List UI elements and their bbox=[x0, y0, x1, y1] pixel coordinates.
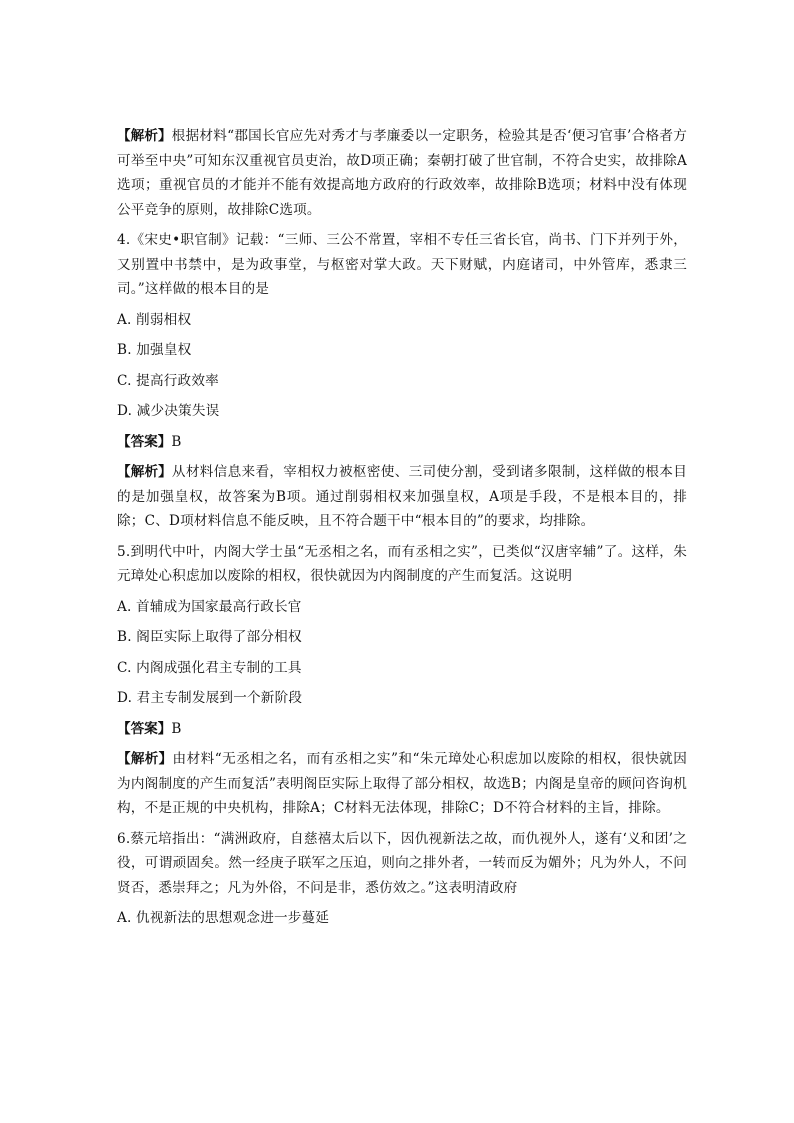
analysis-text: 由材料“无丞相之名，而有丞相之实”和“朱元璋处心积虑加以废除的相权，很快就因为内阁制度的产生而复活”表明阁臣实际上取得了部分相权，故选B；内阁是皇帝的顾问咨询机构，不是正规的中央机构，排除A；C材料无法体现，排除C；D不符合材料的主旨，排除。 bbox=[117, 751, 688, 816]
option-5b: B. 阁臣实际上取得了部分相权 bbox=[117, 629, 302, 645]
option-5c: C. 内阁成强化君主专制的工具 bbox=[117, 659, 302, 676]
option-5d: D. 君主专制发展到一个新阶段 bbox=[117, 690, 303, 706]
option-4a: A. 削弱相权 bbox=[117, 311, 192, 328]
option-4c: C. 提高行政效率 bbox=[117, 372, 219, 389]
answer-q4 bbox=[117, 430, 687, 455]
analysis-paragraph-q4 bbox=[117, 460, 687, 534]
question-5: 5.到明代中叶，内阁大学士虽“无丞相之名，而有丞相之实”，已类似“汉唐宰辅”了。这样，朱元璋处心积虑加以废除的相权，很快就因为内阁制度的产生而复活。这说明 bbox=[117, 543, 687, 584]
analysis-tag: 【解析】 bbox=[117, 128, 172, 144]
option-5a: A. 首辅成为国家最高行政长官 bbox=[117, 598, 302, 615]
answer-tag: 【答案】 bbox=[117, 433, 172, 450]
answer-value: B bbox=[171, 433, 182, 450]
document-page bbox=[117, 124, 687, 937]
answer-tag: 【答案】 bbox=[117, 720, 172, 737]
analysis-text: 根据材料“郡国长官应先对秀才与孝廉委以一定职务，检验其是否‘便习官事’合格者方可举至中央”可知东汉重视官员吏治，故D项正确；秦朝打破了世官制，不符合史实，故排除A选项；重视官员的才能并不能有效提高地方政府的行政效率，故排除B选项；材料中没有体现公平竞争的原则，故排除C选项。 bbox=[117, 128, 688, 218]
analysis-text: 从材料信息来看，宰相权力被枢密使、三司使分割，受到诸多限制，这样做的根本目的是加强皇权，故答案为B项。通过削弱相权来加强皇权，A项是手段，不是根本目的，排除；C、D项材料信息不能反映，且不符合题干中“根本目的”的要求，均排除。 bbox=[117, 464, 687, 529]
question-6: 6.蔡元培指出：“满洲政府，自慈禧太后以下，因仇视新法之故，而仇视外人，遂有‘义和团’之役，可谓顽固矣。然一经庚子联军之压迫，则向之排外者，一转而反为媚外；凡为外人，不问贤否，悉崇拜之；凡为外俗，不问是非，悉仿效之。”这表明清政府 bbox=[117, 830, 687, 896]
analysis-tag: 【解析】 bbox=[117, 464, 172, 480]
analysis-tag: 【解析】 bbox=[117, 751, 173, 767]
question-4: 4.《宋史•职官制》记载：“三师、三公不常置，宰相不专任三省长官，尚书、门下并列于外，又别置中书禁中，是为政事堂，与枢密对掌大政。天下财赋，内庭诸司，中外管库，悉隶三司。”这样做的根本目的是 bbox=[117, 232, 687, 297]
answer-value: B bbox=[171, 720, 182, 737]
option-4b: B. 加强皇权 bbox=[117, 342, 192, 358]
option-4d: D. 减少决策失误 bbox=[117, 403, 220, 419]
answer-q5 bbox=[117, 717, 687, 742]
option-6a: A. 仇视新法的思想观念进一步蔓延 bbox=[117, 910, 330, 926]
analysis-paragraph-q5 bbox=[117, 747, 687, 821]
analysis-paragraph-q3 bbox=[117, 124, 687, 222]
